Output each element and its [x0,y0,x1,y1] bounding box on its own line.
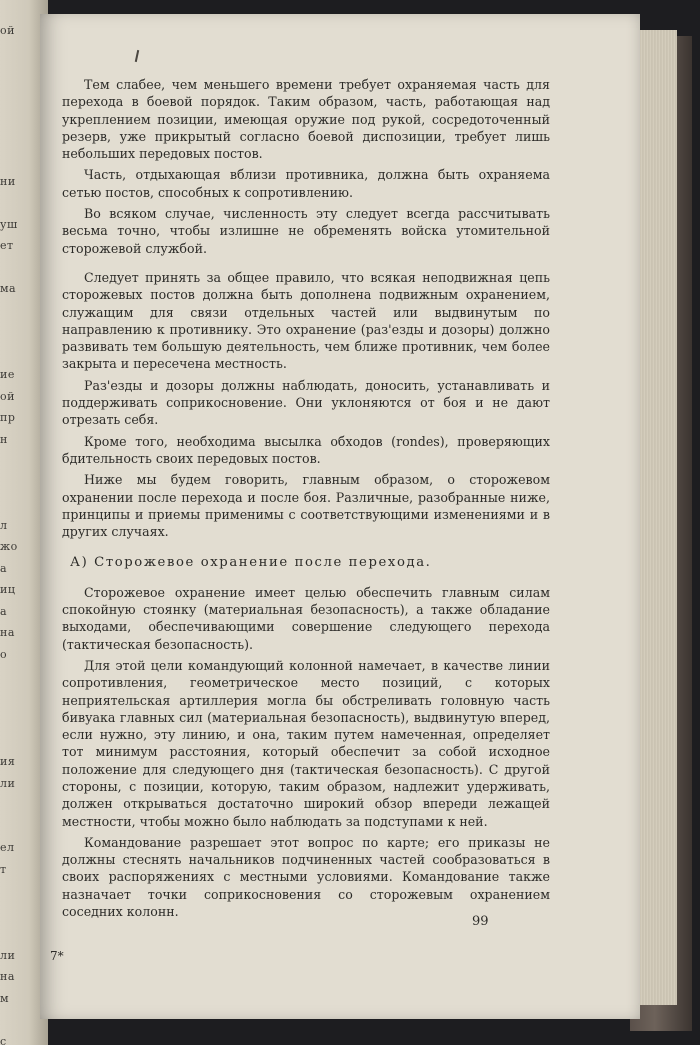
section-heading: А) Сторожевое охранение после перехода. [70,555,432,571]
paragraph: Сторожевое охранение имеет целью обеспечить главным силам спокойную стоянку (материальная безопасность), а также обладание выходами, обеспечивающими совершение следующего перехода (тактическая безопасность). [62,584,550,652]
page-text [62,76,550,924]
left-page-fragment: а [0,604,8,618]
left-page-fragment: ли [0,948,16,962]
page-number: 99 [472,914,489,929]
left-page-fragment: жо [0,540,18,553]
left-page-fragment: на [0,970,15,983]
paragraph: Раз'езды и дозоры должны наблюдать, доносить, устанавливать и поддерживать соприкосновение. Они уклоняются от боя и не дают отрезать себя. [62,377,550,428]
paragraph: Следует принять за общее правило, что всякая неподвижная цепь сторожевых постов должна быть дополнена подвижным охранением, служащим для связи отдельных частей или выдвинутым по направлению к противнику. Это охранение (раз'езды и дозоры) должно развивать тем большую деятельность, чем ближе противник, чем более закрыта и пересечена местность. [62,269,550,372]
left-page-fragment: ел [0,841,15,854]
left-page-fragment: ие [0,368,15,381]
left-page-fragment: л [0,518,8,532]
left-page-fragment: на [0,626,15,639]
pencil-mark-icon [135,50,139,62]
left-page-fragment: н [0,432,8,446]
left-page-fragment: ия [0,755,16,768]
left-page-fragment: ма [0,282,17,295]
left-page-fragment: иц [0,583,16,596]
left-page-fragment: о [0,647,8,661]
left-page-fragment: пр [0,411,16,424]
signature-mark: 7* [50,949,64,963]
paragraph: Ниже мы будем говорить, главным образом, о сторожевом охранении после перехода и после боя. Различные, разобранные ниже, принципы и приемы применимы с соответствующими изменениями и в других случаях. [62,472,550,540]
left-page-fragment: т [0,862,7,876]
left-page-fragment: ет [0,239,14,252]
left-page-fragment: уш [0,217,18,231]
paragraph: Часть, отдыхающая вблизи противника, должна быть охраняема сетью постов, способных к сопротивлению. [62,167,550,200]
left-page-fragment: ой [0,24,15,37]
paragraph: Во всяком случае, численность эту следует всегда рассчитывать весьма точно, чтобы излишне не обременять войска утомительной сторожевой службой. [62,206,550,256]
paragraph: Для этой цели командующий колонной намечает, в качестве линии сопротивления, геометрическое место позиций, с которых неприятельская артиллерия могла бы обстреливать головную часть бивуака главных сил (материальная безопасность), выдвинутую вперед, если нужно, эту линию, и она, таким путем намеченная, определяет тот минимум расстояния, который обеспечит за собой исходное положение для следующего дня (тактическая безопасность). С другой стороны, с позиции, которую, таким образом, надлежит удерживать, должен открываться достаточно широкий обзор впереди лежащей местности, чтобы можно было наблюдать за подступами к ней. [62,657,550,829]
paragraph: Командование разрешает этот вопрос по карте; его приказы не должны стеснять начальников подчиненных частей сообразоваться в своих распоряжениях с местными условиями. Командование также назначает точки соприкосновения со сторожевым охранением соседних колонн. [62,834,550,920]
book-page [40,14,640,1019]
left-page-fragment: с [0,1034,7,1045]
paragraph: Тем слабее, чем меньшего времени требует охраняемая часть для перехода в боевой порядок. Таким образом, часть, работающая над укреплением позиции, имеющая оружие под рукой, сосредоточенный резерв, уже прикрытый согласно боевой диспозиции, требует лишь небольших передовых постов. [62,77,550,162]
left-page-fragment: ли [0,776,16,790]
paragraph: Кроме того, необходима высылка обходов (rondes), проверяющих бдительность своих передовых постов. [62,433,550,466]
left-page-fragment: ой [0,389,15,403]
left-page-fragment: м [0,991,10,1005]
left-page-fragment: ни [0,174,16,188]
left-page-fragment: а [0,561,8,575]
